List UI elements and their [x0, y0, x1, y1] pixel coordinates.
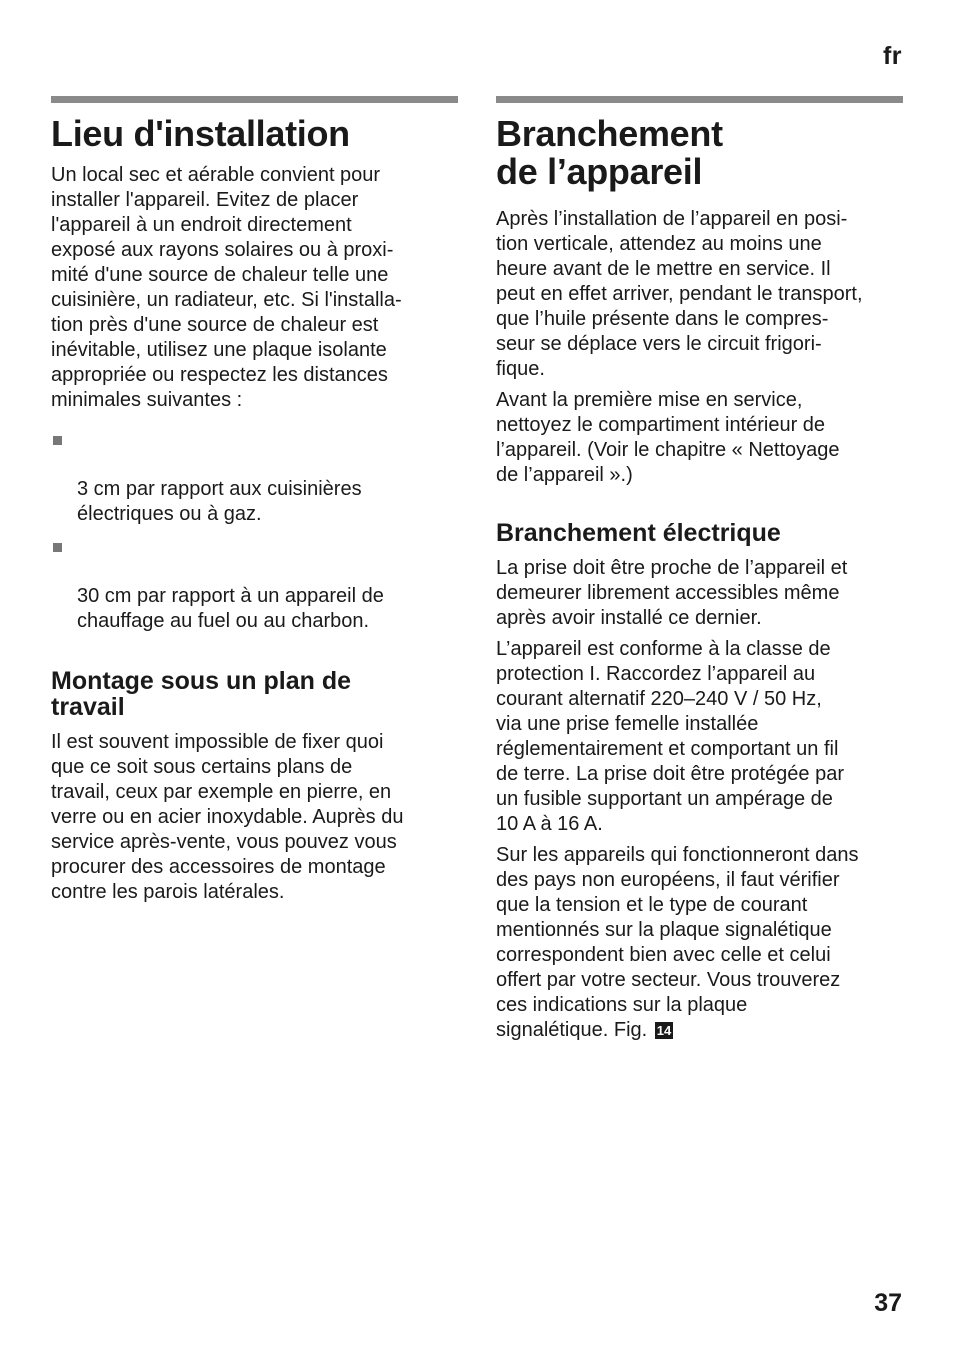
- body-paragraph: L’appareil est conforme à la classe de protection I. Raccordez l’appareil au courant alternatif 220–240 V / 50 Hz, via une prise femelle installée réglementairement et comportant un fil de terre. La prise doit être protégée par un fusible supportant un ampérage de 10 A à 16 A.: [496, 638, 844, 835]
- body-paragraph: Avant la première mise en service, nettoyez le compartiment intérieur de l’appareil. (Voir le chapitre « Nettoyage de l’appareil ».): [496, 389, 840, 486]
- body-paragraph: La prise doit être proche de l’appareil et demeurer librement accessibles même après avoir installé ce dernier.: [496, 557, 848, 629]
- figure-reference-badge: 14: [656, 1023, 672, 1038]
- section-title-line: de l’appareil: [496, 151, 703, 192]
- section-title-line: Branchement: [496, 113, 723, 154]
- body-text: Sur les appareils qui fonctionneront dans des pays non européens, il faut vérifier que la tension et le type de courant mentionnés sur la plaque signalétique correspondent bien avec celle et celui offert par votre secteur. Vous trouverez ces indications sur la plaque signalétique. Fig.: [496, 844, 859, 1041]
- language-label: fr: [882, 42, 902, 70]
- bullet-square-icon: [53, 436, 62, 445]
- section-connection: [496, 96, 903, 1049]
- body-paragraph: Il est souvent impossible de fixer quoi que ce soit sous certains plans de travail, ceux par exemple en pierre, en verre ou en acier inoxydable. Auprès du service après-vente, vous pouvez vous procurer des accessoires de montage contre les parois latérales.: [51, 731, 404, 903]
- distance-list: [51, 427, 458, 634]
- section-rule: [496, 96, 903, 103]
- section-rule: [51, 96, 458, 103]
- list-item-text: 30 cm par rapport à un appareil de chauffage au fuel ou au charbon.: [77, 585, 384, 632]
- list-item: [51, 534, 458, 634]
- page-number: 37: [874, 1289, 902, 1317]
- bullet-square-icon: [53, 543, 62, 552]
- list-item: [51, 427, 458, 527]
- section-title: [496, 115, 903, 191]
- intro-paragraph: Un local sec et aérable convient pour installer l'appareil. Evitez de placer l'appareil à un endroit directement exposé aux rayons solaires ou à proxi- mité d'une source de chaleur telle une cuisinière, un radiateur, etc. Si l'installa- tion près d'une source de chaleur est inévitable, utilisez une plaque isolante appropriée ou respectez les distances minimales suivantes :: [51, 164, 402, 411]
- body-paragraph: [496, 843, 903, 1043]
- subsection-title: Montage sous un plan de travail: [51, 667, 352, 721]
- body-paragraph: Après l’installation de l’appareil en posi- tion verticale, attendez au moins une heure avant de le mettre en service. Il peut en effet arriver, pendant le transport, que l’huile présente dans le compres- seur se déplace vers le circuit frigori- fique.: [496, 208, 863, 380]
- list-item-text: 3 cm par rapport aux cuisinières électriques ou à gaz.: [77, 478, 362, 525]
- section-installation: [51, 96, 458, 911]
- section-title: Lieu d'installation: [51, 113, 350, 154]
- subsection-title: Branchement électrique: [496, 519, 781, 547]
